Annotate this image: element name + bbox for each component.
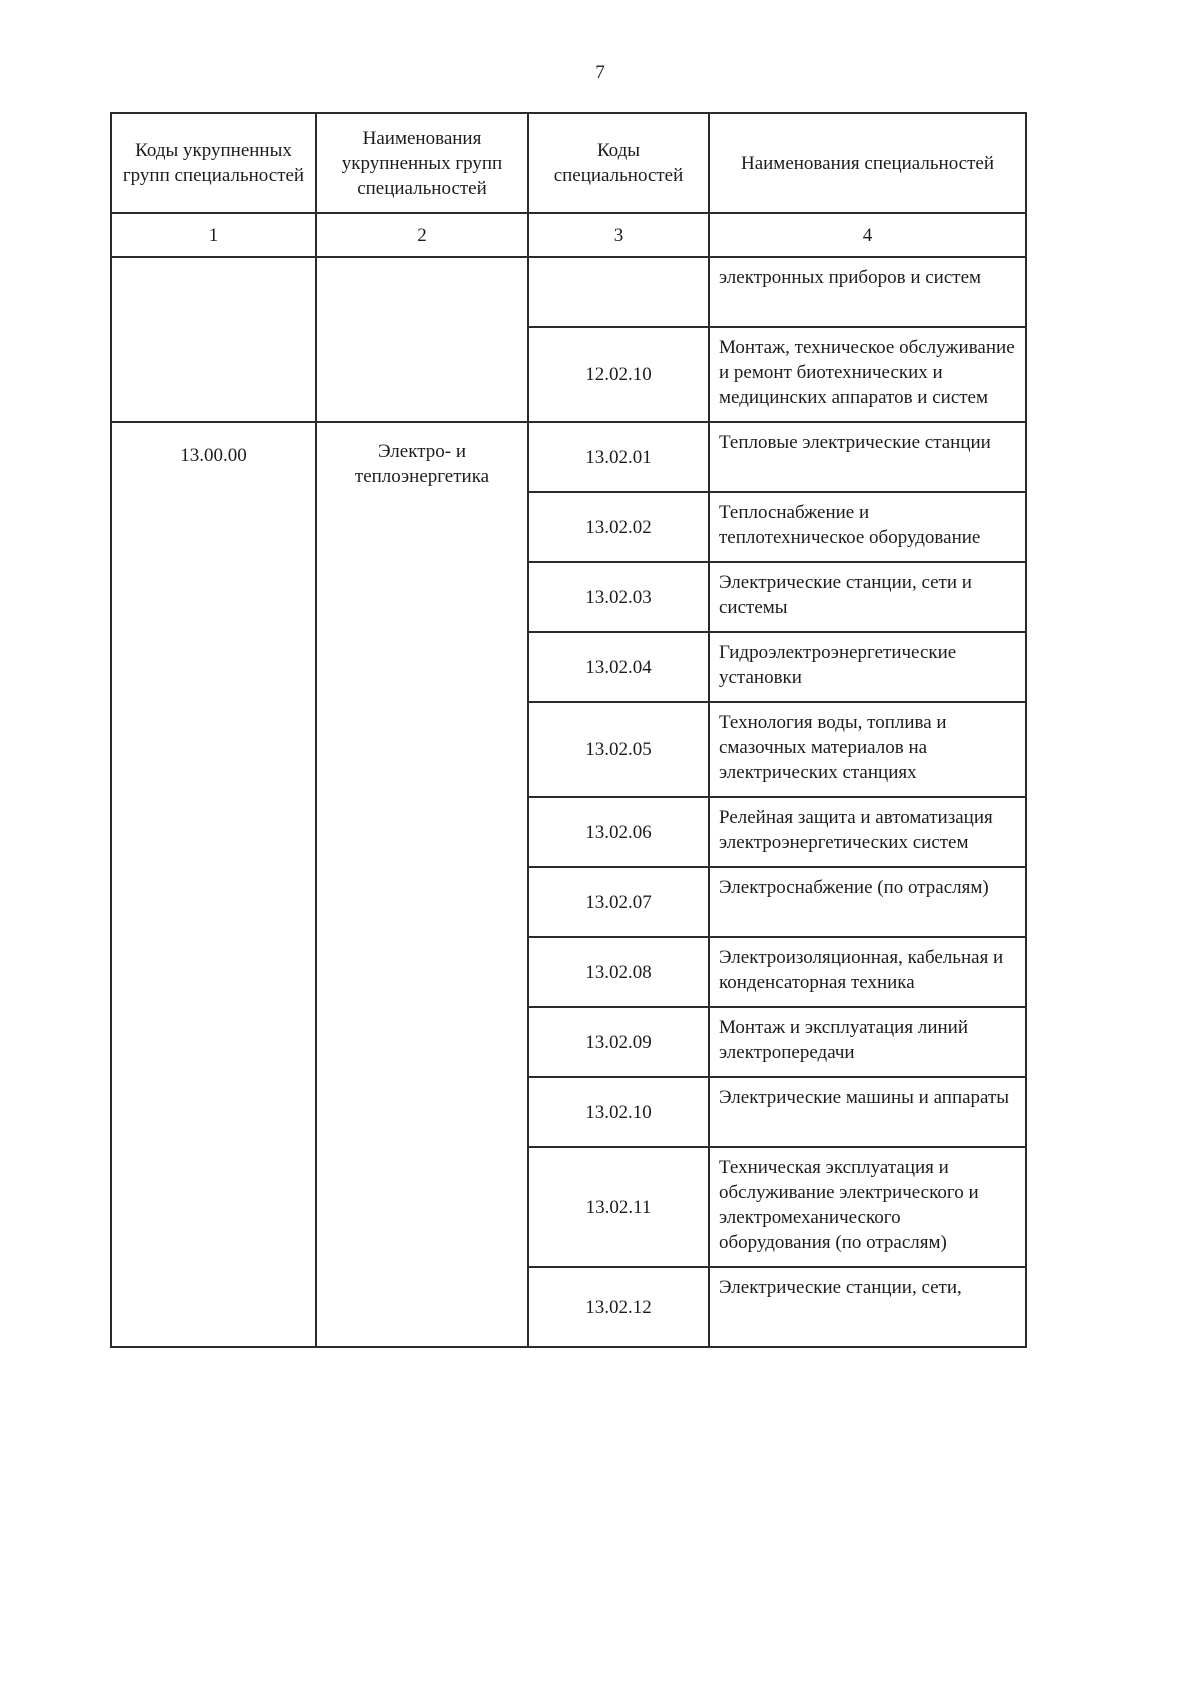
- specialty-code-cell: 13.02.08: [528, 937, 709, 1007]
- group-name-cell: Электро- и теплоэнергетика: [316, 422, 528, 1347]
- group-name-cell: [316, 257, 528, 422]
- header-group-codes: Коды укрупненных групп специальностей: [111, 113, 316, 213]
- specialty-name-cell: Электрические станции, сети,: [709, 1267, 1026, 1347]
- specialty-name-cell: Электрические станции, сети и системы: [709, 562, 1026, 632]
- group-code-cell: 13.00.00: [111, 422, 316, 1347]
- specialty-code-cell: 13.02.02: [528, 492, 709, 562]
- specialty-name-cell: Электроизоляционная, кабельная и конденсаторная техника: [709, 937, 1026, 1007]
- specialty-name-cell: Релейная защита и автоматизация электроэнергетических систем: [709, 797, 1026, 867]
- column-number-4: 4: [709, 213, 1026, 257]
- specialty-code-cell: 12.02.10: [528, 327, 709, 422]
- header-specialty-names: Наименования специальностей: [709, 113, 1026, 213]
- header-row: [111, 113, 1026, 213]
- column-numbers-row: [111, 213, 1026, 257]
- table-body: [111, 257, 1026, 1347]
- specialty-name-cell: Монтаж и эксплуатация линий электропередачи: [709, 1007, 1026, 1077]
- table-head: [111, 113, 1026, 257]
- specialty-name-cell: Тепловые электрические станции: [709, 422, 1026, 492]
- specialty-name-cell: Электрические машины и аппараты: [709, 1077, 1026, 1147]
- column-number-3: 3: [528, 213, 709, 257]
- header-specialty-codes: Коды специальностей: [528, 113, 709, 213]
- table-row: [111, 257, 1026, 327]
- header-group-names: Наименования укрупненных групп специальностей: [316, 113, 528, 213]
- table-row: [111, 422, 1026, 492]
- specialty-code-cell: 13.02.07: [528, 867, 709, 937]
- specialty-code-cell: 13.02.05: [528, 702, 709, 797]
- column-number-1: 1: [111, 213, 316, 257]
- specialty-code-cell: 13.02.09: [528, 1007, 709, 1077]
- specialty-code-cell: 13.02.06: [528, 797, 709, 867]
- specialty-code-cell: 13.02.03: [528, 562, 709, 632]
- specialty-name-cell: Монтаж, техническое обслуживание и ремонт биотехнических и медицинских аппаратов и систем: [709, 327, 1026, 422]
- specialty-code-cell: 13.02.11: [528, 1147, 709, 1267]
- specialty-name-cell: Теплоснабжение и теплотехническое оборудование: [709, 492, 1026, 562]
- specialty-name-cell: Техническая эксплуатация и обслуживание электрического и электромеханического оборудования (по отраслям): [709, 1147, 1026, 1267]
- page-number: 7: [595, 62, 605, 83]
- specialties-table: [110, 112, 1027, 1348]
- specialty-code-cell: 13.02.10: [528, 1077, 709, 1147]
- column-number-2: 2: [316, 213, 528, 257]
- specialty-code-cell: 13.02.04: [528, 632, 709, 702]
- specialty-name-cell: электронных приборов и систем: [709, 257, 1026, 327]
- specialty-code-cell: 13.02.12: [528, 1267, 709, 1347]
- specialty-name-cell: Электроснабжение (по отраслям): [709, 867, 1026, 937]
- specialty-code-cell: [528, 257, 709, 327]
- group-code-cell: [111, 257, 316, 422]
- specialty-name-cell: Гидроэлектроэнергетические установки: [709, 632, 1026, 702]
- specialty-name-cell: Технология воды, топлива и смазочных материалов на электрических станциях: [709, 702, 1026, 797]
- specialty-code-cell: 13.02.01: [528, 422, 709, 492]
